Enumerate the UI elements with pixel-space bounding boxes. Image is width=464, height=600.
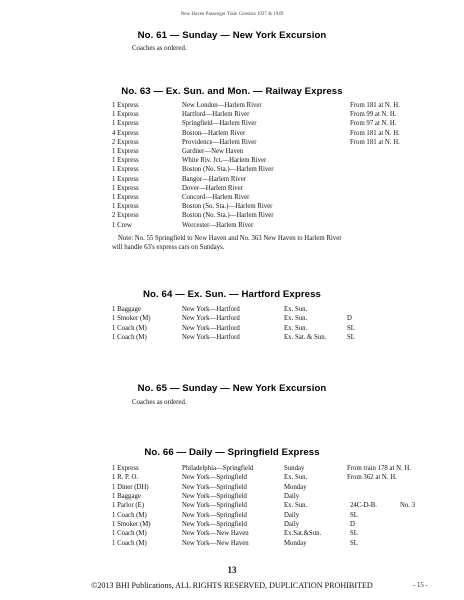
route: Boston (No. Sta.)—Harlem River: [182, 212, 274, 220]
car-count-type: 1 Express: [112, 120, 139, 128]
remarks: From 181 at N. H.: [350, 138, 400, 146]
car-count-type: 4 Express: [112, 129, 139, 137]
car-count-type: 1 Express: [112, 157, 139, 165]
days: Daily: [284, 511, 300, 519]
route: Boston (No. Sta.)—Harlem River: [182, 166, 274, 174]
consist-row: [0, 129, 464, 138]
consist-row: [0, 221, 464, 230]
code: SL: [347, 324, 355, 332]
route: New York—New Haven: [182, 539, 249, 547]
route: New York—Springfield: [182, 474, 247, 482]
route: New York—Springfield: [182, 511, 247, 519]
consist-row: [0, 305, 464, 314]
route: New York—Hartford: [182, 324, 240, 332]
consist-row: [0, 165, 464, 174]
days: Monday: [284, 483, 307, 491]
page-number: 13: [227, 565, 237, 575]
route: Concord—Harlem River: [182, 194, 250, 201]
running-head: New Haven Passenger Train Consists 1937 & 1949: [180, 12, 284, 17]
section-title: No. 65 — Sunday — New York Excursion: [137, 383, 327, 394]
days: Sunday: [284, 465, 305, 472]
car-count-type: 1 Coach (M): [112, 511, 147, 519]
consist-row: [0, 193, 464, 202]
consist-row: [0, 464, 464, 473]
car-count-type: 1 Express: [112, 111, 139, 119]
consist-row: [0, 529, 464, 538]
section-title: No. 66 — Daily — Springfield Express: [144, 447, 320, 458]
days: Ex. Sun.: [284, 306, 308, 313]
car-count-type: 1 Smoker (M): [112, 315, 151, 323]
section-title: No. 61 — Sunday — New York Excursion: [137, 30, 327, 41]
route: Boston—Harlem River: [182, 129, 246, 137]
route: Springfield—Harlem River: [182, 120, 257, 128]
consist-row: [0, 211, 464, 220]
car-count-type: 1 Coach (M): [112, 324, 147, 332]
route: New York—Springfield: [182, 483, 247, 491]
car-count-type: 1 Express: [112, 184, 139, 192]
days: Ex.Sat.&Sun.: [284, 530, 322, 538]
consist-row: [0, 156, 464, 165]
code: SL: [347, 333, 355, 341]
route: Philadelphia—Springfield: [182, 465, 254, 472]
days: Ex. Sat. & Sun.: [284, 333, 327, 341]
route: New York—Hartford: [182, 306, 240, 313]
section-title: No. 63 — Ex. Sun. and Mon. — Railway Express: [121, 86, 343, 97]
code: SL: [350, 530, 358, 538]
route: Hartford—Harlem River: [182, 111, 250, 119]
consist-row: [0, 539, 464, 548]
car-count-type: 2 Express: [112, 212, 139, 220]
consist-row: [0, 184, 464, 193]
remarks: No. 3: [400, 502, 416, 510]
consist-row: [0, 511, 464, 520]
remarks: From 181 at N. H.: [350, 102, 400, 109]
car-count-type: 1 Express: [112, 175, 139, 183]
car-count-type: 1 Baggage: [112, 493, 141, 501]
route: New York—Hartford: [182, 333, 240, 341]
page-tag: - 15 -: [413, 582, 428, 589]
consist-row: [0, 202, 464, 211]
car-count-type: 1 Smoker (M): [112, 521, 151, 529]
car-count-type: 1 R. P. O.: [112, 474, 139, 482]
remarks: From train 178 at N. H.: [347, 465, 411, 472]
consist-row: [0, 483, 464, 492]
car-count-type: 1 Coach (M): [112, 530, 147, 538]
route: New York—New Haven: [182, 530, 249, 538]
car-count-type: 1 Express: [112, 465, 139, 472]
code: SL: [350, 539, 358, 547]
days: Monday: [284, 539, 307, 547]
consist-row: [0, 175, 464, 184]
route: New York—Springfield: [182, 521, 247, 529]
days: Ex. Sun.: [284, 502, 308, 510]
car-count-type: 1 Express: [112, 102, 139, 109]
consist-row: [0, 333, 464, 342]
route: Providence—Harlem River: [182, 138, 257, 146]
code: SL: [350, 511, 358, 519]
consist-row: [0, 138, 464, 147]
route: New York—Springfield: [182, 502, 247, 510]
consist-row: [0, 147, 464, 156]
car-count-type: 1 Parlor (E): [112, 502, 145, 510]
remarks: From 181 at N. H.: [350, 129, 400, 137]
route: Gardner—New Haven: [182, 148, 244, 155]
consist-row: [0, 473, 464, 482]
car-count-type: 1 Coach (M): [112, 333, 147, 341]
consist-row: [0, 314, 464, 323]
car-count-type: 1 Express: [112, 194, 139, 201]
consist-row: [0, 110, 464, 119]
route: New London—Harlem River: [182, 102, 262, 109]
days: Daily: [284, 521, 300, 529]
section-title: No. 64 — Ex. Sun. — Hartford Express: [143, 289, 321, 300]
section-remark: Coaches as ordered.: [132, 45, 187, 52]
consist-row: [0, 520, 464, 529]
consist-row: [0, 501, 464, 510]
car-count-type: 1 Coach (M): [112, 539, 147, 547]
car-count-type: 1 Crew: [112, 221, 132, 229]
days: Ex. Sun.: [284, 474, 308, 482]
days: Daily: [284, 493, 300, 501]
remarks: From 97 at N. H.: [350, 120, 397, 128]
route: New York—Springfield: [182, 493, 247, 501]
car-count-type: 1 Diner (DH): [112, 483, 149, 491]
code: 24C-D-B.: [350, 502, 377, 510]
consist-row: [0, 492, 464, 501]
car-count-type: 1 Express: [112, 148, 139, 155]
days: Ex. Sun.: [284, 324, 308, 332]
remarks: From 99 at N. H.: [350, 111, 397, 119]
car-count-type: 1 Express: [112, 203, 139, 211]
days: Ex. Sun.: [284, 315, 308, 323]
route: White Riv. Jct.—Harlem River: [182, 157, 267, 165]
copyright-notice: ©2013 BHI Publications, ALL RIGHTS RESERVED, DUPLICATION PROHIBITED: [91, 581, 373, 590]
route: Bangor—Harlem River: [182, 175, 246, 183]
consist-row: [0, 101, 464, 110]
section-remark: Coaches as ordered.: [132, 399, 187, 406]
car-count-type: 1 Express: [112, 166, 139, 174]
code: D: [350, 521, 355, 529]
section-note: Note: No. 55 Springfield to New Haven and No. 363 New Haven to Harlem River: [118, 235, 342, 242]
code: D: [347, 315, 352, 323]
route: New York—Hartford: [182, 315, 240, 323]
consist-row: [0, 324, 464, 333]
car-count-type: 1 Baggage: [112, 306, 141, 313]
route: Worcester—Harlem River: [182, 221, 254, 229]
section-note: will handle 63's express cars on Sundays.: [112, 244, 225, 251]
route: Dover—Harlem River: [182, 184, 243, 192]
car-count-type: 2 Express: [112, 138, 139, 146]
consist-row: [0, 119, 464, 128]
remarks: From 362 at N. H.: [347, 474, 397, 482]
route: Boston (So. Sta.)—Harlem River: [182, 203, 273, 211]
